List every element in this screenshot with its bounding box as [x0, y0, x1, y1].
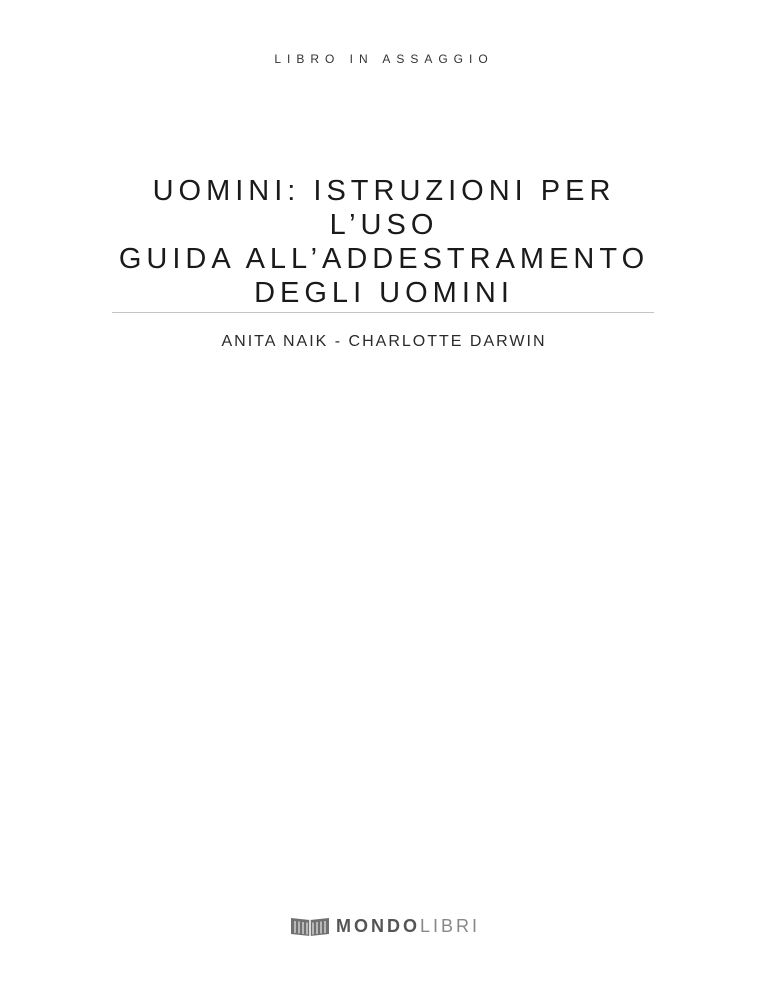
- book-sample-label: LIBRO IN ASSAGGIO: [274, 52, 494, 66]
- publisher-name-part2: LIBRI: [419, 916, 481, 936]
- open-book-icon: [288, 915, 332, 937]
- title-line-1: UOMINI: ISTRUZIONI PER: [152, 175, 616, 207]
- title-line-4: DEGLI UOMINI: [254, 277, 514, 309]
- publisher-logo: [0, 915, 768, 937]
- book-title: [112, 174, 656, 310]
- authors: ANITA NAIK - CHARLOTTE DARWIN: [221, 333, 547, 350]
- publisher-name: [336, 915, 480, 937]
- title-divider: [112, 312, 654, 313]
- title-line-3: GUIDA ALL’ADDESTRAMENTO: [118, 243, 650, 275]
- title-line-2: L’USO: [329, 209, 439, 241]
- publisher-name-part1: MONDO: [335, 916, 420, 936]
